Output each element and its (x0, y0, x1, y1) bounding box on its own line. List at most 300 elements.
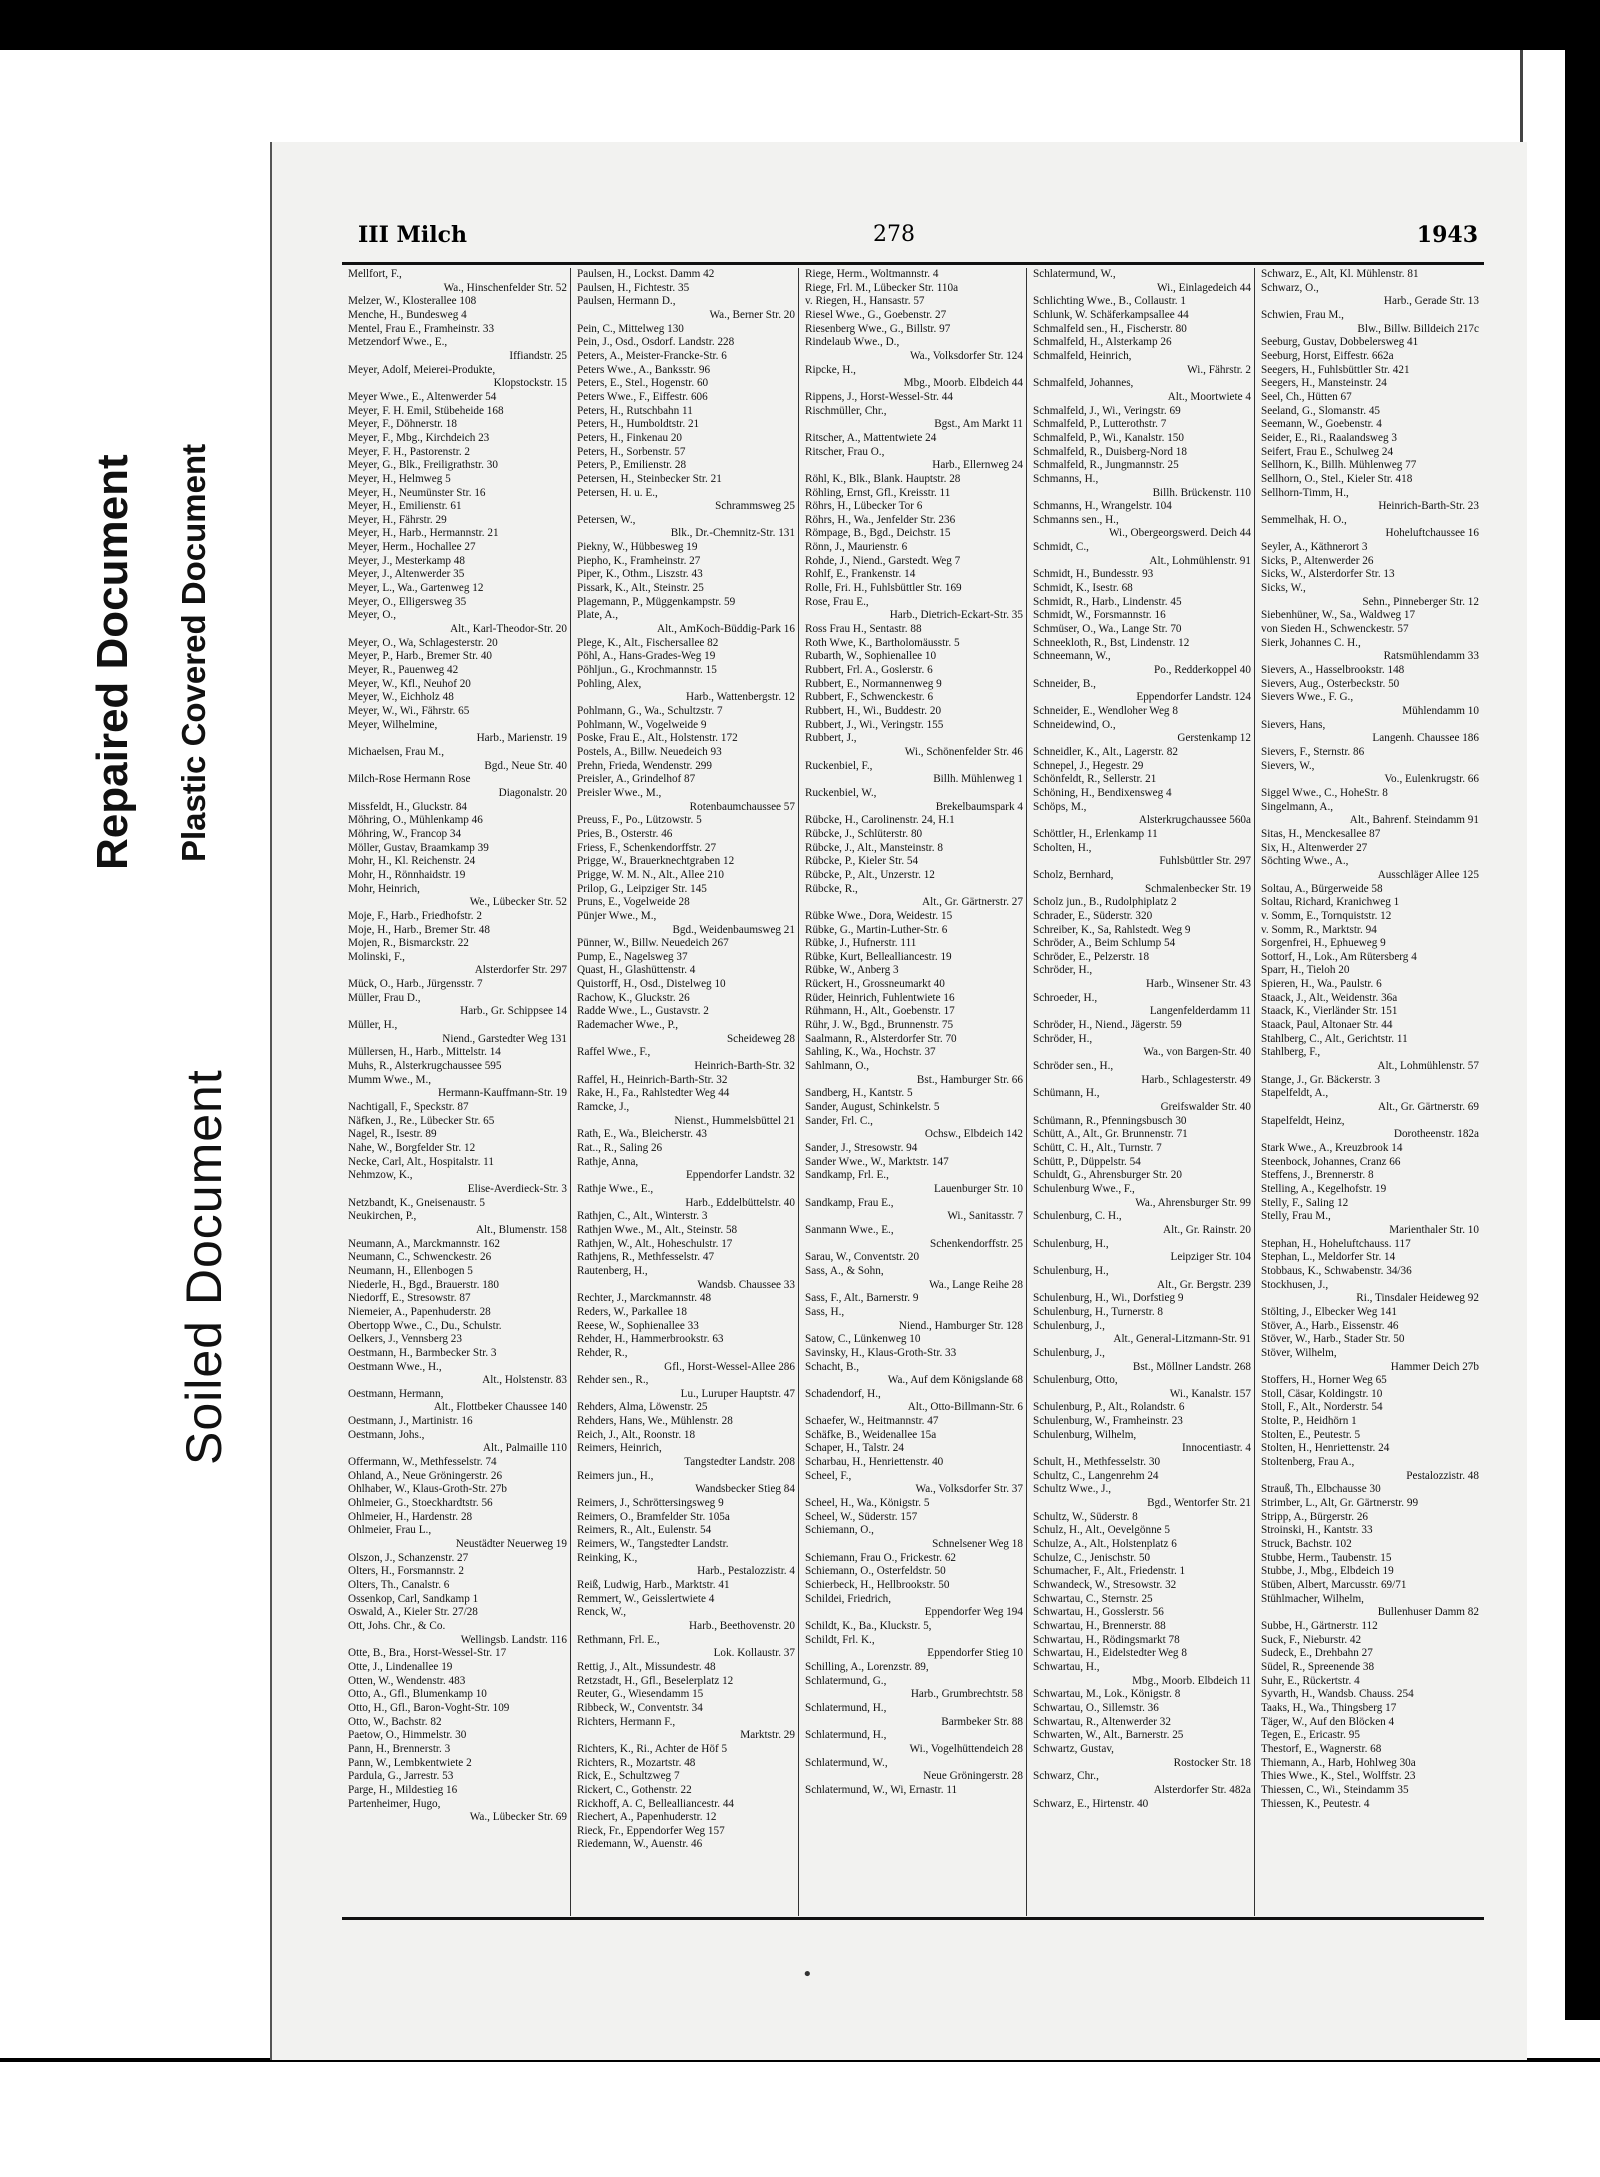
directory-entry: Stolten, H., Henriettenstr. 24 (1261, 1442, 1390, 1455)
directory-entry: Riesel Wwe., G., Goebenstr. 27 (805, 308, 947, 321)
directory-entry: Wandsb. Chaussee 33 (697, 1278, 795, 1291)
directory-entry: Necke, Carl, Alt., Hospitalstr. 11 (348, 1155, 494, 1168)
directory-entry: Alsterdorfer Str. 297 (474, 964, 567, 977)
directory-entry: Stolte, P., Heidhörn 1 (1261, 1415, 1357, 1428)
directory-entry: Rübke, Kurt, Bellealliancestr. 19 (805, 950, 952, 963)
directory-entry: Preisler, A., Grindelhof 87 (577, 773, 696, 786)
directory-column-3 (798, 268, 1026, 1916)
directory-entry: Roth Wwe, K., Bartholomäusstr. 5 (805, 636, 960, 649)
directory-entry: Meyer, G., Blk., Freiligrathstr. 30 (348, 459, 498, 472)
directory-entry: Michaelsen, Frau M., (348, 745, 445, 758)
directory-entry: Otten, W., Wendenstr. 483 (348, 1674, 466, 1687)
directory-entry: Iffiandstr. 25 (509, 349, 567, 362)
directory-entry: Rubbert, J., (805, 732, 857, 745)
directory-entry: Ritscher, A., Mattentwiete 24 (805, 431, 937, 444)
directory-entry: Rathje Wwe., E., (577, 1182, 654, 1195)
running-head (358, 222, 1478, 256)
directory-entry: Bullenhuser Damm 82 (1377, 1606, 1479, 1619)
directory-entry: Suhr, E., Rückertstr. 4 (1261, 1674, 1360, 1687)
stamp-plastic-covered-document: Plastic Covered Document (175, 443, 212, 862)
directory-entry: Staack, J., Alt., Weidenstr. 36a (1261, 991, 1398, 1004)
directory-entry: Harb., Marienstr. 19 (476, 732, 567, 745)
directory-entry: Sievers, Hans, (1261, 718, 1326, 731)
directory-entry: Niend., Garstedter Weg 131 (442, 1032, 567, 1045)
directory-entry: Oelkers, J., Vennsberg 23 (348, 1333, 462, 1346)
directory-entry: Meyer, W., Wi., Fährstr. 65 (348, 705, 470, 717)
directory-entry: Schmalfeld, H., Alsterkamp 26 (1033, 336, 1172, 349)
directory-entry: Wa., Lübecker Str. 69 (469, 1811, 567, 1824)
directory-entry: Schiemann, O., Osterfeldstr. 50 (805, 1565, 946, 1578)
directory-entry: Sellhorn-Timm, H., (1261, 486, 1349, 499)
directory-entry: Seider, E., Ri., Raalandsweg 3 (1261, 431, 1397, 444)
directory-entry: Olters, H., Forsmannstr. 2 (348, 1565, 464, 1578)
directory-entry: Rathjen Wwe., M., Alt., Steinstr. 58 (577, 1223, 738, 1236)
directory-entry: Röhrs, H., Lübecker Tor 6 (805, 500, 923, 513)
directory-entry: Petersen, W., (577, 513, 636, 526)
directory-entry: Thiessen, C., Wi., Steindamm 35 (1261, 1783, 1409, 1796)
directory-entry: Stühlmacher, Wilhelm, (1261, 1592, 1364, 1605)
directory-entry: Paulsen, Hermann D., (577, 295, 676, 308)
directory-entry: Schmanns, H., (1033, 472, 1099, 485)
directory-entry: Schneidler, K., Alt., Lagerstr. 82 (1033, 745, 1178, 758)
directory-entry: Schultz, W., Süderstr. 8 (1033, 1510, 1138, 1523)
directory-entry: Poske, Frau E., Alt., Holstenstr. 172 (577, 732, 738, 745)
directory-entry: Prilop, G., Leipziger Str. 145 (577, 882, 707, 895)
directory-entry: Six, H., Altenwerder 27 (1261, 841, 1368, 854)
directory-entry: Schümann, H., (1033, 1087, 1100, 1100)
directory-entry: Rübcke, R., (805, 882, 858, 895)
directory-entry: Plagemann, P., Müggenkampstr. 59 (577, 595, 736, 608)
directory-entry: Sellhorn, K., Billh. Mühlenweg 77 (1261, 459, 1417, 472)
directory-entry: Meyer, H., Fährstr. 29 (348, 513, 447, 526)
directory-entry: Parge, H., Mildestieg 16 (348, 1783, 458, 1796)
directory-entry: Schildt, K., Ba., Kluckstr. 5, (805, 1619, 932, 1632)
directory-entry: Ruckenbiel, W., (805, 786, 877, 799)
directory-entry: Rademacher Wwe., P., (577, 1019, 679, 1032)
directory-entry: Stahlberg, F., (1261, 1046, 1321, 1059)
directory-entry: Neukirchen, P., (348, 1210, 417, 1223)
directory-entry: Schlatermund, W., Wi, Ernastr. 11 (805, 1783, 958, 1796)
directory-entry: Rotenbaumchaussee 57 (689, 800, 795, 813)
directory-entry: Schneidewind, O., (1033, 718, 1116, 731)
directory-entry: Rohde, J., Niend., Garstedt. Weg 7 (805, 554, 961, 567)
directory-entry: Sicks, W., (1261, 582, 1306, 595)
directory-entry: Scheel, F., (805, 1469, 852, 1482)
directory-entry: Schöps, M., (1033, 800, 1087, 813)
directory-entry: Rathjen, W., Alt., Hoheschulstr. 17 (577, 1237, 733, 1250)
stamp-soiled-document: Soiled Document (176, 1069, 232, 1465)
directory-entry: Rake, H., Fa., Rahlstedter Weg 44 (577, 1087, 730, 1100)
directory-entry: Meyer, W., Kfl., Neuhof 20 (348, 677, 471, 690)
directory-entry: Rüder, Heinrich, Fuhlentwiete 16 (805, 991, 955, 1004)
directory-entry: Melzer, W., Klosterallee 108 (348, 295, 477, 308)
directory-entry: Otte, J., Lindenallee 19 (348, 1660, 453, 1673)
directory-entry: Schwarz, Chr., (1033, 1770, 1099, 1783)
directory-entry: Schildt, Frl. K., (805, 1633, 875, 1646)
directory-entry: Scholz jun., B., Rudolphiplatz 2 (1033, 896, 1177, 909)
directory-entry: Rübcke, H., Carolinenstr. 24, H.1 (805, 814, 955, 827)
directory-entry: Savinsky, H., Klaus-Groth-Str. 33 (805, 1346, 957, 1359)
directory-entry: Wi., Obergeorgswerd. Deich 44 (1108, 527, 1251, 540)
directory-entry: Schultz, C., Langenrehm 24 (1033, 1469, 1159, 1482)
directory-entry: Otto, H., Gfl., Baron-Voght-Str. 109 (348, 1701, 510, 1714)
directory-entry: Langenfelderdamm 11 (1149, 1005, 1251, 1018)
directory-entry: Sander, J., Stresowstr. 94 (805, 1142, 918, 1154)
directory-entry: Taaks, H., Wa., Thingsberg 17 (1261, 1701, 1397, 1714)
directory-entry: Meyer, H., Emilienstr. 61 (348, 500, 462, 513)
directory-entry: Täger, W., Auf den Blöcken 4 (1261, 1715, 1395, 1728)
directory-entry: Schulenburg, J., (1033, 1319, 1105, 1332)
directory-entry: Schröder, H., Niend., Jägerstr. 59 (1033, 1019, 1182, 1032)
directory-entry: Paulsen, H., Fichtestr. 35 (577, 281, 690, 294)
directory-entry: Bgst., Am Markt 11 (934, 418, 1023, 431)
directory-entry: Alt., Moortwiete 4 (1167, 390, 1251, 403)
directory-entry: Schröder, H., (1033, 964, 1093, 977)
directory-entry: Schierbeck, H., Hellbrookstr. 50 (805, 1579, 950, 1591)
directory-entry: Stark Wwe., A., Kreuzbrook 14 (1261, 1142, 1403, 1154)
directory-entry: Schumacher, F., Alt., Friedenstr. 1 (1033, 1565, 1186, 1578)
directory-entry: Reiß, Ludwig, Harb., Marktstr. 41 (577, 1579, 730, 1591)
directory-entry: Sehn., Pinneberger Str. 12 (1362, 595, 1479, 608)
directory-entry: Sellhorn, O., Stel., Kieler Str. 418 (1261, 472, 1413, 485)
directory-entry: Rübcke, J., Schlüterstr. 80 (805, 827, 923, 840)
directory-entry: Prigge, W., Brauerknechtgraben 12 (577, 855, 735, 868)
directory-entry: Seegers, H., Fuhlsbüttler Str. 421 (1261, 363, 1410, 376)
directory-entry: Möhring, W., Francop 34 (348, 827, 462, 840)
directory-entry: Stubbe, Herm., Taubenstr. 15 (1261, 1551, 1392, 1564)
directory-entry: Rippens, J., Horst-Wessel-Str. 44 (805, 390, 953, 403)
directory-entry: Pann, H., Brennerstr. 3 (348, 1742, 451, 1755)
directory-entry: Wi., Einlagedeich 44 (1157, 281, 1251, 294)
directory-entry: Meyer, Adolf, Meierei-Produkte, (348, 363, 496, 376)
directory-entry: Alt., Blumenstr. 158 (475, 1223, 567, 1236)
directory-entry: Rehder, H., Hammerbrookstr. 63 (577, 1333, 724, 1346)
directory-entry: Stange, J., Gr. Bäckerstr. 3 (1261, 1073, 1381, 1086)
directory-entry: Oestmann Wwe., H., (348, 1360, 442, 1373)
directory-entry: Nienst., Hummelsbüttel 21 (674, 1114, 795, 1127)
directory-entry: Stapelfeldt, A., (1261, 1087, 1329, 1100)
directory-entry: Alt., Gr. Bergstr. 239 (1157, 1278, 1251, 1291)
directory-entry: Reders, W., Parkallee 18 (577, 1305, 687, 1318)
directory-entry: Steenbock, Johannes, Cranz 66 (1261, 1155, 1401, 1168)
directory-entry: Elise-Averdieck-Str. 3 (467, 1182, 567, 1195)
directory-entry: Schneekloth, R., Bst, Lindenstr. 12 (1033, 636, 1190, 649)
directory-entry: Seel, Ch., Hütten 67 (1261, 390, 1352, 403)
directory-entry: Mück, O., Harb., Jürgensstr. 7 (348, 978, 483, 991)
top-rule (342, 262, 1484, 265)
directory-entry: Pünjer Wwe., M., (577, 909, 657, 922)
directory-entry: Ott, Johs. Chr., & Co. (348, 1619, 446, 1632)
directory-entry: Rickert, C., Gothenstr. 22 (577, 1783, 692, 1796)
directory-entry: Paetow, O., Himmelstr. 30 (348, 1729, 467, 1742)
directory-entry: Rostocker Str. 18 (1173, 1756, 1251, 1769)
directory-entry: Rübke, G., Martin-Luther-Str. 6 (805, 923, 948, 936)
directory-entry: Oswald, A., Kieler Str. 27/28 (348, 1606, 478, 1619)
directory-entry: Stelly, Frau M., (1261, 1210, 1331, 1223)
directory-entry: Harb., Beethovenstr. 20 (689, 1619, 795, 1632)
directory-entry: Ruckenbiel, F., (805, 759, 873, 772)
directory-entry: Rübcke, J., Alt., Mansteinstr. 8 (805, 841, 943, 854)
directory-entry: Suck, F., Nieburstr. 42 (1261, 1633, 1362, 1646)
directory-entry: Soltau, Richard, Kranichweg 1 (1261, 896, 1400, 909)
directory-entry: Rubbert, E., Normannenweg 9 (805, 677, 942, 690)
directory-entry: Schmalfeld, R., Duisberg-Nord 18 (1033, 445, 1187, 458)
directory-entry: Schroeder, H., (1033, 991, 1098, 1004)
directory-entry: Rehders, Hans, We., Mühlenstr. 28 (577, 1415, 733, 1428)
directory-entry: Schadendorf, H., (805, 1387, 881, 1400)
directory-entry: Peters Wwe., F., Eiffestr. 606 (577, 390, 708, 403)
directory-entry: Schacht, B., (805, 1360, 860, 1373)
directory-entry: Nehmzow, K., (348, 1169, 413, 1182)
directory-entry: Seegers, H., Mansteinstr. 24 (1261, 377, 1387, 390)
directory-entry: Schwartau, H., Eidelstedter Weg 8 (1033, 1647, 1187, 1660)
directory-entry: Rubbert, Frl. A., Goslerstr. 6 (805, 664, 933, 677)
directory-entry: Leipziger Str. 104 (1170, 1251, 1251, 1264)
directory-entry: Schmanns sen., H., (1033, 513, 1119, 526)
directory-entry: Meyer, O., Wa, Schlagesterstr. 20 (348, 636, 498, 649)
directory-entry: Schütt, A., Alt., Gr. Brunnenstr. 71 (1033, 1128, 1188, 1141)
directory-entry: Tegen, E., Ericastr. 95 (1261, 1729, 1360, 1742)
directory-entry: Sander, August, Schinkelstr. 5 (805, 1101, 940, 1114)
directory-entry: Rübcke, P., Alt., Unzerstr. 12 (805, 868, 935, 881)
directory-entry: Alt., General-Litzmann-Str. 91 (1113, 1333, 1251, 1346)
directory-entry: Meyer, O., Elligersweg 35 (348, 595, 467, 608)
directory-entry: Piepho, K., Framheinstr. 27 (577, 554, 701, 567)
directory-entry: Strimber, L., Alt, Gr. Gärtnerstr. 99 (1261, 1497, 1419, 1510)
directory-entry: We., Lübecker Str. 52 (469, 896, 567, 909)
directory-entry: Mellfort, F., (348, 268, 402, 280)
directory-entry: Schulze, A., Alt., Holstenplatz 6 (1033, 1538, 1177, 1551)
directory-entry: Wi., Kanalstr. 157 (1169, 1387, 1251, 1400)
directory-entry: Scheel, W., Süderstr. 157 (805, 1510, 918, 1523)
directory-entry: Syvarth, H., Wandsb. Chauss. 254 (1261, 1688, 1414, 1701)
directory-entry: Schneider, B., (1033, 677, 1096, 690)
directory-entry: Oestmann, Johs., (348, 1428, 425, 1441)
directory-entry: Riedemann, W., Auenstr. 46 (577, 1838, 703, 1851)
directory-entry: Seifert, Frau E., Schulweg 24 (1261, 445, 1394, 458)
directory-entry: Pries, B., Osterstr. 46 (577, 827, 673, 840)
directory-entry: Bgd., Weidenbaumsweg 21 (672, 923, 795, 936)
directory-entry: Bgd., Neue Str. 40 (484, 759, 567, 772)
directory-entry: Riege, Frl. M., Lübecker Str. 110a (805, 281, 959, 294)
directory-entry: Schwartau, H., Brennerstr. 88 (1033, 1619, 1166, 1632)
directory-entry: Sahling, K., Wa., Hochstr. 37 (805, 1046, 936, 1059)
directory-entry: Po., Redderkoppel 40 (1154, 664, 1251, 677)
directory-entry: Wa., Lange Reihe 28 (929, 1278, 1023, 1291)
directory-entry: Schaefer, W., Heitmannstr. 47 (805, 1415, 939, 1428)
directory-entry: Harb., Ellernweg 24 (932, 459, 1023, 472)
directory-entry: Sanmann Wwe., E., (805, 1223, 894, 1236)
directory-entry: Rehder sen., R., (577, 1374, 649, 1387)
directory-columns (342, 268, 1484, 1916)
directory-entry: Reimers, R., Alt., Eulenstr. 54 (577, 1524, 712, 1537)
directory-entry: Ripcke, H., (805, 363, 856, 376)
directory-entry: Mentel, Frau E., Framheinstr. 33 (348, 322, 495, 335)
directory-entry: Schwartau, H., Rödingsmarkt 78 (1033, 1633, 1180, 1646)
directory-entry: Petersen, H. u. E., (577, 486, 658, 499)
directory-entry: Molinski, F., (348, 950, 405, 963)
directory-entry: Schulenburg, P., Alt., Rolandstr. 6 (1033, 1401, 1185, 1414)
directory-entry: Alt., Lohmühlenstr. 91 (1149, 554, 1251, 567)
directory-entry: Schultz Wwe., J., (1033, 1483, 1112, 1496)
directory-entry: Schlatermund, H., (805, 1729, 887, 1742)
directory-column-4 (1026, 268, 1254, 1916)
directory-entry: Stöver, Wilhelm, (1261, 1346, 1337, 1359)
directory-entry: Sorgenfrei, H., Ephueweg 9 (1261, 937, 1386, 950)
directory-column-2 (570, 268, 798, 1916)
directory-entry: Neustädter Neuerweg 19 (455, 1538, 567, 1551)
header-section-label: III Milch (358, 222, 467, 248)
directory-entry: Singelmann, A., (1261, 800, 1334, 813)
stamp-repaired-document: Repaired Document (88, 454, 137, 870)
directory-entry: Wa., Volksdorfer Str. 37 (915, 1483, 1023, 1496)
directory-entry: Müller, Frau D., (348, 991, 421, 1004)
directory-entry: Prigge, W. M. N., Alt., Allee 210 (577, 868, 724, 881)
directory-entry: Riechert, A., Papenhuderstr. 12 (577, 1811, 717, 1824)
directory-entry: Lok. Kollaustr. 37 (713, 1647, 795, 1660)
directory-entry: Meyer, L., Wa., Gartenweg 12 (348, 582, 484, 595)
directory-entry: Schulenburg, C. H., (1033, 1210, 1122, 1223)
directory-entry: Raffel Wwe., F., (577, 1046, 651, 1059)
directory-entry: Menche, H., Bundesweg 4 (348, 308, 467, 321)
directory-entry: Peters, A., Meister-Francke-Str. 6 (577, 349, 727, 362)
directory-entry: Alt., Lohmühlenstr. 57 (1377, 1060, 1479, 1073)
directory-entry: Schiemann, O., (805, 1524, 874, 1537)
directory-entry: Postels, A., Billw. Neuedeich 93 (577, 745, 722, 758)
directory-entry: Prehn, Frieda, Wendenstr. 299 (577, 759, 712, 772)
directory-entry: Meyer, J., Altenwerder 35 (348, 568, 465, 581)
directory-entry: Bst., Hamburger Str. 66 (916, 1073, 1023, 1086)
page-number: 278 (873, 222, 915, 247)
directory-entry: Ohlmeier, Frau L., (348, 1524, 432, 1537)
directory-entry: Bgd., Wentorfer Str. 21 (1147, 1497, 1251, 1510)
directory-entry: Alsterkrugchaussee 560a (1138, 814, 1251, 827)
directory-entry: Sandkamp, Frau E., (805, 1196, 894, 1209)
directory-entry: Meyer, Wilhelmine, (348, 718, 438, 731)
directory-entry: Lauenburger Str. 10 (934, 1182, 1023, 1195)
directory-entry: Blk., Dr.-Chemnitz-Str. 131 (670, 527, 795, 540)
directory-entry: Friess, F., Schenkendorffstr. 27 (577, 841, 717, 854)
directory-entry: Alt., Bahrenf. Steindamm 91 (1349, 814, 1479, 827)
directory-entry: Eppendorfer Landstr. 124 (1136, 691, 1251, 704)
directory-entry: Ribbeck, W., Conventstr. 34 (577, 1701, 703, 1714)
directory-entry: Paulsen, H., Lockst. Damm 42 (577, 268, 715, 280)
directory-entry: Blw., Billw. Billdeich 217c (1357, 322, 1479, 335)
directory-entry: Schulenburg, H., (1033, 1237, 1109, 1250)
directory-entry: Riege, Herm., Woltmannstr. 4 (805, 268, 939, 280)
directory-entry: Schnelsener Weg 18 (932, 1538, 1023, 1551)
directory-entry: Alt., Gr. Gärtnerstr. 27 (922, 896, 1023, 909)
directory-entry: Rautenberg, H., (577, 1264, 648, 1277)
directory-entry: Schmalfeld, P., Lutterothstr. 7 (1033, 418, 1167, 431)
directory-entry: Rübke, W., Anberg 3 (805, 964, 899, 977)
directory-entry: Schulenburg, H., Wi., Dorfstieg 9 (1033, 1292, 1184, 1305)
directory-entry: Röhling, Ernst, Gfl., Kreisstr. 11 (805, 486, 951, 499)
directory-entry: Wellingsb. Landstr. 116 (460, 1633, 567, 1646)
directory-entry: Ritscher, Frau O., (805, 445, 885, 458)
directory-entry: Schwartau, M., Lok., Königstr. 8 (1033, 1688, 1181, 1701)
directory-entry: Schöttler, H., Erlenkamp 11 (1033, 827, 1158, 840)
directory-entry: Schröder, A., Beim Schlump 54 (1033, 937, 1176, 950)
directory-entry: Rehder, R., (577, 1346, 628, 1359)
directory-entry: Pöhl, A., Hans-Grades-Weg 19 (577, 650, 716, 663)
directory-entry: Schwarz, E., Alt, Kl. Mühlenstr. 81 (1261, 268, 1419, 280)
directory-entry: Stephan, H., Hoheluftchauss. 117 (1261, 1237, 1411, 1250)
directory-entry: Piper, K., Othm., Liszstr. 43 (577, 568, 703, 581)
directory-entry: Stockhusen, J., (1261, 1278, 1329, 1291)
directory-entry: Rönn, J., Maurienstr. 6 (805, 541, 908, 554)
directory-entry: Schulenburg, H., Turnerstr. 8 (1033, 1305, 1164, 1318)
directory-entry: Sievers Wwe., F. G., (1261, 691, 1354, 704)
directory-entry: Preisler Wwe., M., (577, 786, 662, 799)
directory-entry: Sparr, H., Tieloh 20 (1261, 964, 1350, 977)
directory-entry: Fuhlsbüttler Str. 297 (1159, 855, 1251, 868)
directory-entry: Schrammsweg 25 (715, 500, 795, 513)
directory-entry: Sicks, W., Alsterdorfer Str. 13 (1261, 568, 1395, 581)
directory-entry: Schmalfeld, J., Wi., Veringstr. 69 (1033, 404, 1181, 417)
directory-entry: Schmidt, C., (1033, 541, 1089, 554)
directory-entry: Schmalfeld, P., Wi., Kanalstr. 150 (1033, 431, 1184, 444)
directory-entry: Meyer, F. H. Emil, Stübeheide 168 (348, 404, 504, 417)
directory-entry: v. Somm, E., Tornquiststr. 12 (1261, 909, 1392, 922)
directory-entry: Stahlberg, C., Alt., Gerichtstr. 11 (1261, 1032, 1408, 1045)
directory-entry: Sottorf, H., Lok., Am Rütersberg 4 (1261, 950, 1417, 963)
directory-entry: Olszon, J., Schanzenstr. 27 (348, 1551, 469, 1564)
directory-entry: Marktstr. 29 (740, 1729, 795, 1742)
directory-entry: Rick, E., Schultzweg 7 (577, 1770, 680, 1783)
directory-entry: Renck, W., (577, 1606, 627, 1619)
directory-entry: Alt., Gr. Gärtnerstr. 69 (1378, 1101, 1479, 1114)
directory-entry: Pardula, G., Jarrestr. 53 (348, 1770, 454, 1783)
directory-entry: Heinrich-Barth-Str. 32 (694, 1060, 795, 1073)
directory-entry: Peters, H., Finkenau 20 (577, 431, 683, 444)
directory-entry: Ross Frau H., Sentastr. 88 (805, 623, 922, 636)
directory-entry: Schmalfeld, R., Jungmannstr. 25 (1033, 459, 1179, 472)
directory-entry: Schmalfeld, Heinrich, (1033, 349, 1132, 362)
directory-entry: Harb., Eddelbüttelstr. 40 (685, 1196, 795, 1209)
directory-entry: Marienthaler Str. 10 (1389, 1223, 1479, 1236)
directory-entry: Scholten, H., (1033, 841, 1092, 854)
directory-entry: Schiemann, Frau O., Frickestr. 62 (805, 1551, 957, 1564)
directory-entry: Partenheimer, Hugo, (348, 1797, 441, 1810)
directory-entry: Rübcke, P., Kieler Str. 54 (805, 855, 919, 868)
directory-entry: Subbe, H., Gärtnerstr. 112 (1261, 1619, 1378, 1632)
directory-entry: Schnepel, J., Hegestr. 29 (1033, 759, 1144, 772)
directory-entry: Schuldt, G., Ahrensburger Str. 20 (1033, 1169, 1182, 1182)
directory-entry: Milch-Rose Hermann Rose (348, 773, 471, 786)
directory-entry: Schulze, C., Jenischstr. 50 (1033, 1551, 1151, 1564)
directory-entry: Billh. Brückenstr. 110 (1152, 486, 1251, 499)
directory-entry: Alt., Holstenstr. 83 (482, 1374, 567, 1387)
directory-entry: Plege, K., Alt., Fischersallee 82 (577, 636, 719, 649)
directory-entry: Plate, A., (577, 609, 619, 622)
directory-entry: Wa., Hinschenfelder Str. 52 (443, 281, 567, 294)
directory-entry: Pump, E., Nagelsweg 37 (577, 950, 688, 963)
directory-entry: Wi., Vogelhüttendeich 28 (909, 1742, 1023, 1755)
directory-entry: Netzbandt, K., Gneisenaustr. 5 (348, 1196, 486, 1209)
directory-entry: Reuter, G., Wiesendamm 15 (577, 1688, 704, 1701)
directory-entry: Möhring, O., Mühlenkamp 46 (348, 814, 483, 827)
directory-entry: Wi., Schönenfelder Str. 46 (904, 745, 1023, 758)
directory-entry: Offermann, W., Methfesselstr. 74 (348, 1456, 497, 1469)
directory-entry: Reich, J., Alt., Roonstr. 18 (577, 1428, 696, 1441)
directory-entry: Peters, P., Emilienstr. 28 (577, 459, 687, 472)
directory-entry: Staack, Paul, Altonaer Str. 44 (1261, 1019, 1393, 1032)
directory-entry: Stoll, Cäsar, Koldingstr. 10 (1261, 1387, 1383, 1400)
directory-entry: Ratsmühlendamm 33 (1383, 650, 1479, 663)
directory-entry: Hoheluftchaussee 16 (1385, 527, 1479, 540)
directory-entry: Wa., Berner Str. 20 (709, 308, 795, 321)
